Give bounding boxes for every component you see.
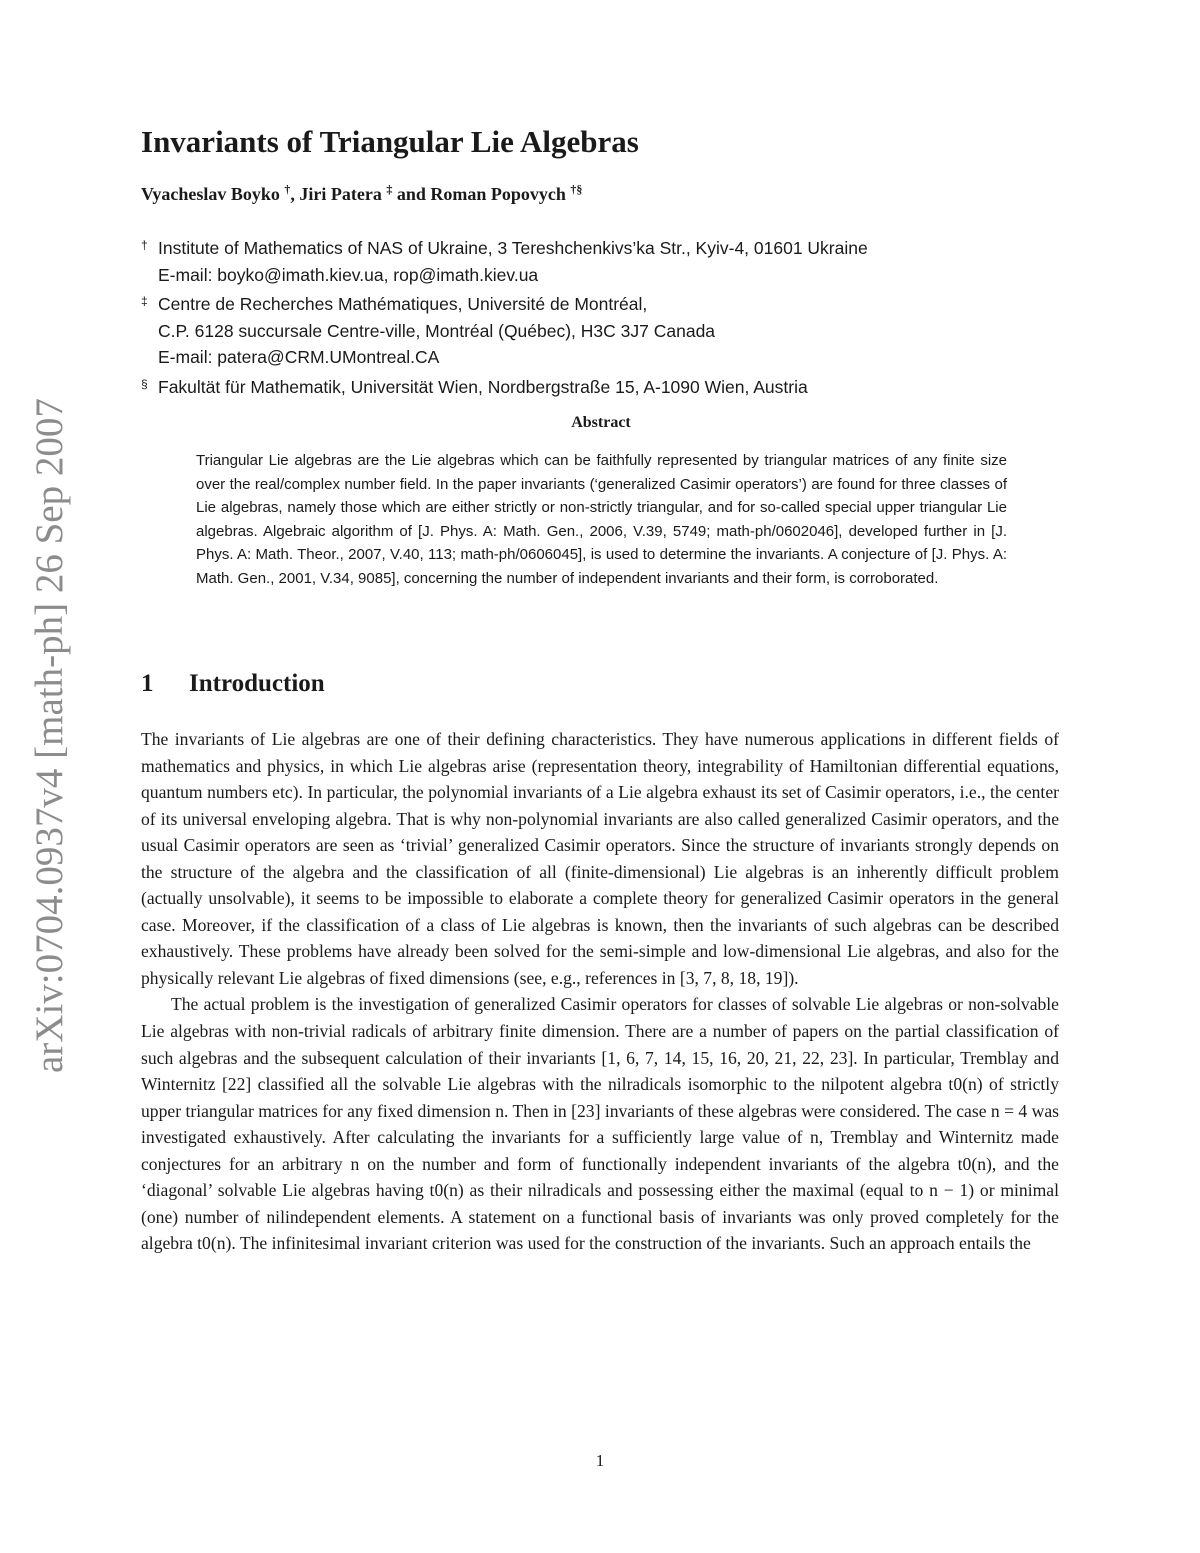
affiliation-text: C.P. 6128 succursale Centre-ville, Montréal (Québec), H3C 3J7 Canada: [158, 320, 716, 341]
affiliation-email: E-mail: patera@CRM.UMontreal.CA: [158, 347, 440, 368]
affiliations: [141, 232, 1061, 401]
arxiv-stamp: arXiv:0704.0937v4 [math-ph] 26 Sep 2007: [28, 398, 71, 1073]
section-number: 1: [141, 670, 154, 697]
body-text: [141, 726, 1059, 1257]
author-mark: †: [284, 182, 291, 196]
affiliation-mark: †: [141, 238, 148, 252]
author-name: Vyacheslav Boyko: [141, 184, 280, 204]
author-line: [141, 182, 1061, 205]
affiliation-line: [141, 318, 1061, 345]
author-separator: and: [392, 184, 431, 204]
affiliation-line: [141, 344, 1061, 371]
page-number: 1: [595, 1451, 605, 1470]
affiliation-text: Fakultät für Mathematik, Universität Wien, Nordbergstraße 15, A-1090 Wien, Austria: [158, 376, 808, 397]
affiliation-text: Centre de Recherches Mathématiques, Université de Montréal,: [158, 294, 648, 315]
abstract-heading: Abstract: [571, 414, 631, 431]
author-name: Jiri Patera: [299, 184, 382, 204]
affiliation-line: [141, 371, 1061, 401]
paragraph: The invariants of Lie algebras are one of their defining characteristics. They have numerous applications in different fields of mathematics and physics, in which Lie algebras arise (representation theory, integrability of Hamiltonian differential equations, quantum numbers etc). In particular, the polynomial invariants of a Lie algebra exhaust its set of Casimir operators, i.e., the center of its universal enveloping algebra. That is why non-polynomial invariants are also called generalized Casimir operators, and the usual Casimir operators are seen as ‘trivial’ generalized Casimir operators. Since the structure of invariants strongly depends on the structure of the algebra and the classification of all (finite-dimensional) Lie algebras is an inherently difficult problem (actually unsolvable), it seems to be impossible to elaborate a complete theory for generalized Casimir operators in the general case. Moreover, if the classification of a class of Lie algebras is known, then the invariants of such algebras can be described exhaustively. These problems have already been solved for the semi-simple and low-dimensional Lie algebras, and also for the physically relevant Lie algebras of fixed dimensions (see, e.g., references in [3, 7, 8, 18, 19]).: [141, 729, 1059, 988]
affiliation-email: E-mail: boyko@imath.kiev.ua, rop@imath.kiev.ua: [158, 264, 539, 285]
author-name: Roman Popovych: [430, 184, 566, 204]
section-title: Introduction: [189, 670, 325, 697]
abstract-text: Triangular Lie algebras are the Lie algebras which can be faithfully represented by triangular matrices of any finite size over the real/complex number field. In the paper invariants (‘generalized Casimir operators’) are found for three classes of Lie algebras, namely those which are either strictly or non-strictly triangular, and for so-called special upper triangular Lie algebras. Algebraic algorithm of [J. Phys. A: Math. Gen., 2006, V.39, 5749; math-ph/0602046], developed further in [J. Phys. A: Math. Theor., 2007, V.40, 113; math-ph/0606045], is used to determine the invariants. A conjecture of [J. Phys. A: Math. Gen., 2001, V.34, 9085], concerning the number of independent invariants and their form, is corroborated.: [196, 452, 1007, 587]
affiliation-mark: ‡: [141, 294, 148, 309]
paper-title: Invariants of Triangular Lie Algebras: [141, 124, 639, 159]
affiliation-line: [141, 288, 1061, 318]
author-mark: †§: [570, 182, 583, 196]
author-mark: ‡: [386, 182, 393, 196]
paragraph: The actual problem is the investigation of generalized Casimir operators for classes of solvable Lie algebras or non-solvable Lie algebras with non-trivial radicals of arbitrary finite dimension. There are a number of papers on the partial classification of such algebras and the subsequent calculation of their invariants [1, 6, 7, 14, 15, 16, 20, 21, 22, 23]. In particular, Tremblay and Winternitz [22] classified all the solvable Lie algebras with the nilradicals isomorphic to the nilpotent algebra t0(n) of strictly upper triangular matrices for any fixed dimension n. Then in [23] invariants of these algebras were considered. The case n = 4 was investigated exhaustively. After calculating the invariants for a sufficiently large value of n, Tremblay and Winternitz made conjectures for an arbitrary n on the number and form of functionally independent invariants of the algebra t0(n), and the ‘diagonal’ solvable Lie algebras having t0(n) as their nilradicals and possessing either the maximal (equal to n − 1) or minimal (one) number of nilindependent elements. A statement on a functional basis of invariants was only proved completely for the algebra t0(n). The infinitesimal invariant criterion was used for the construction of the invariants. Such an approach entails the: [141, 994, 1059, 1254]
section-heading: [141, 670, 1061, 698]
author-separator: ,: [290, 184, 300, 204]
affiliation-text: Institute of Mathematics of NAS of Ukraine, 3 Tereshchenkivs’ka Str., Kyiv-4, 01601 Ukraine: [158, 238, 868, 258]
affiliation-line: [141, 262, 1061, 289]
affiliation-line: [141, 232, 1061, 262]
affiliation-mark: §: [141, 376, 148, 391]
